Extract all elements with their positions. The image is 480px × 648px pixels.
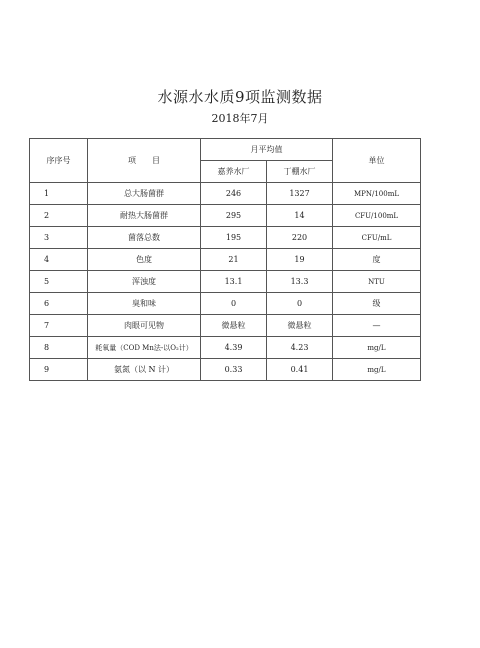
header-plant-a: 嘉养水厂 (201, 161, 267, 183)
header-item: 项 目 (88, 139, 201, 183)
row-no: 2 (30, 205, 88, 227)
row-value-a: 13.1 (201, 271, 267, 293)
table-row (30, 249, 421, 271)
row-item: 菌落总数 (88, 227, 201, 249)
row-no: 4 (30, 249, 88, 271)
row-value-a: 21 (201, 249, 267, 271)
row-value-a: 0.33 (201, 359, 267, 381)
row-value-b: 1327 (267, 183, 333, 205)
row-no: 8 (30, 337, 88, 359)
row-unit: — (333, 315, 421, 337)
table-row (30, 359, 421, 381)
row-no: 1 (30, 183, 88, 205)
row-value-a: 4.39 (201, 337, 267, 359)
row-unit: CFU/mL (333, 227, 421, 249)
row-unit: 级 (333, 293, 421, 315)
row-value-a: 195 (201, 227, 267, 249)
header-monthly-avg: 月平均值 (201, 139, 333, 161)
row-value-a: 0 (201, 293, 267, 315)
header-plant-b: 丁棚水厂 (267, 161, 333, 183)
row-unit: NTU (333, 271, 421, 293)
table-row (30, 315, 421, 337)
row-value-b: 220 (267, 227, 333, 249)
row-value-a: 微悬粒 (201, 315, 267, 337)
page-title: 水源水水质9项监测数据 (157, 88, 323, 106)
page-subtitle: 2018年7月 (211, 112, 269, 125)
row-value-b: 0.41 (267, 359, 333, 381)
row-no: 5 (30, 271, 88, 293)
row-value-b: 微悬粒 (267, 315, 333, 337)
row-unit: CFU/100mL (333, 205, 421, 227)
table-row (30, 271, 421, 293)
row-value-b: 0 (267, 293, 333, 315)
row-value-b: 4.23 (267, 337, 333, 359)
row-item: 耐热大肠菌群 (88, 205, 201, 227)
header-unit: 单位 (333, 139, 421, 183)
row-item: 色度 (88, 249, 201, 271)
header-no: 序序号 (30, 139, 88, 183)
row-no: 6 (30, 293, 88, 315)
row-item: 耗氧量（COD Mn法-以O₂计） (88, 337, 201, 359)
row-value-a: 246 (201, 183, 267, 205)
row-no: 7 (30, 315, 88, 337)
row-no: 9 (30, 359, 88, 381)
row-unit: MPN/100mL (333, 183, 421, 205)
table-row (30, 293, 421, 315)
table-row (30, 183, 421, 205)
row-value-b: 19 (267, 249, 333, 271)
table-header-row (30, 139, 421, 161)
row-item: 浑浊度 (88, 271, 201, 293)
row-value-a: 295 (201, 205, 267, 227)
row-unit: 度 (333, 249, 421, 271)
row-value-b: 14 (267, 205, 333, 227)
table-row (30, 337, 421, 359)
row-unit: mg/L (333, 337, 421, 359)
row-unit: mg/L (333, 359, 421, 381)
table-row (30, 205, 421, 227)
row-item: 臭和味 (88, 293, 201, 315)
water-quality-table (29, 138, 421, 381)
row-item: 氨氮（以 N 计） (88, 359, 201, 381)
row-no: 3 (30, 227, 88, 249)
table-row (30, 227, 421, 249)
row-value-b: 13.3 (267, 271, 333, 293)
row-item: 总大肠菌群 (88, 183, 201, 205)
row-item: 肉眼可见物 (88, 315, 201, 337)
